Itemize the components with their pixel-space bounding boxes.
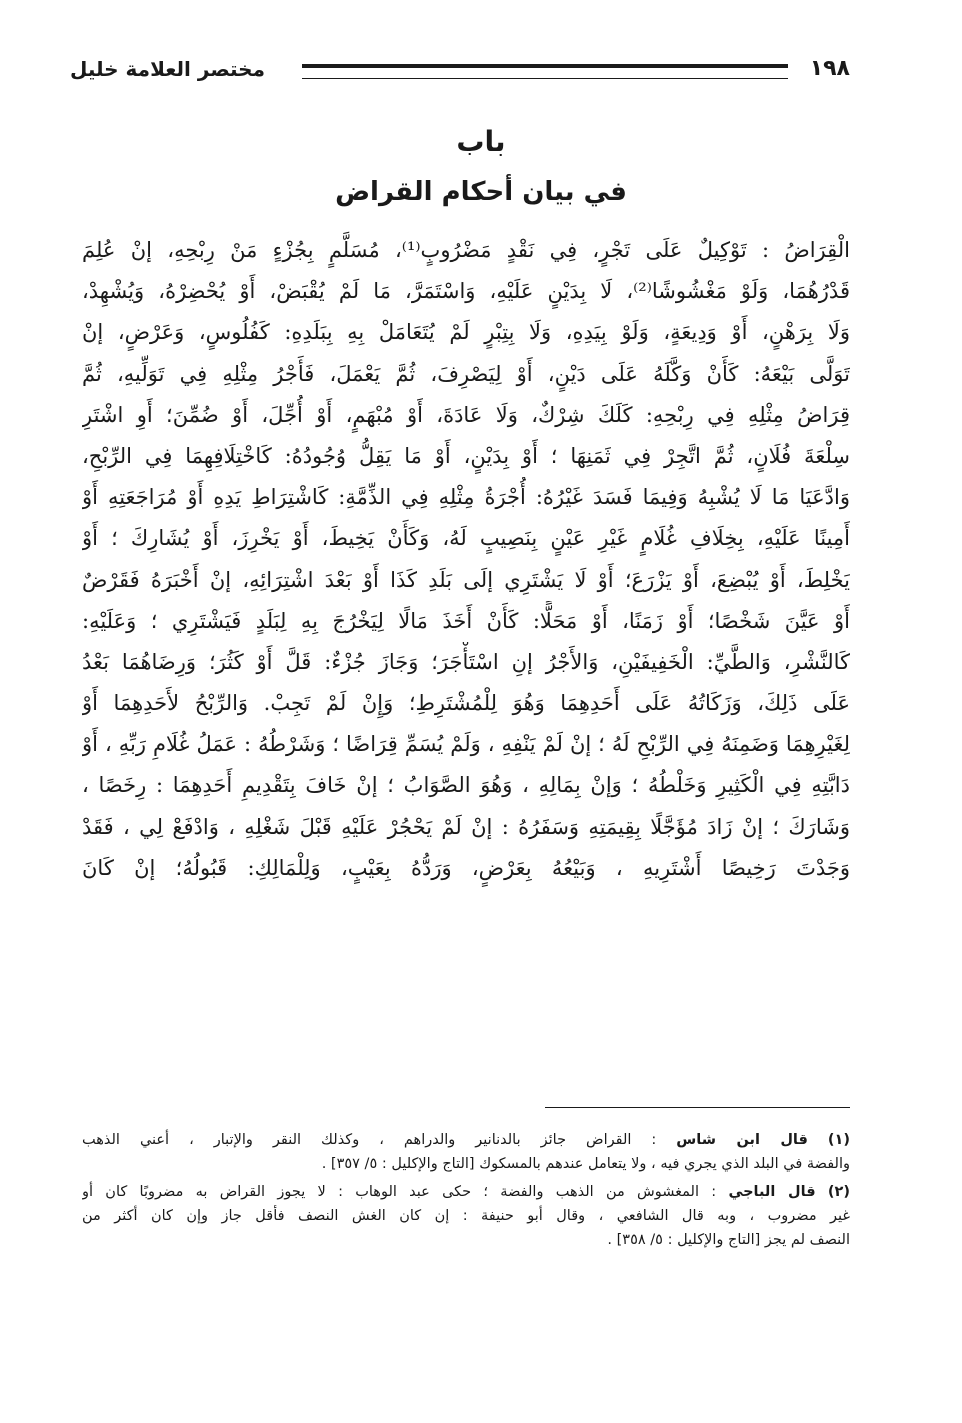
footnote-text: : القراض جائز بالدنانير والدراهم ، وكذلك النقر والإتبار ، أعني الذهب xyxy=(82,1132,657,1148)
footnote-line xyxy=(82,1128,850,1152)
text-line: وَشَارَكَ ؛ إنْ زَادَ مُؤَجَّلًا بِقِيمَتِهِ وَسَفَرُهُ : إنْ لَمْ يَحْجُرْ عَلَيْهِ قَبْلَ شَغْلِهِ ، وَادْفَعْ لِي ، فَقَدْ xyxy=(82,814,850,839)
text-line: أَمِينًا عَلَيْهِ، بِخِلَافِ غُلَامٍ غَيْرِ عَيْنٍ بِنَصِيبٍ لَهُ، وَكَأَنْ يَخِيطَ، أَوْ يَخْرِزَ، أَوْ يُشَارِكَ ؛ أَوْ xyxy=(82,526,850,551)
chapter-heading: باب xyxy=(456,125,506,158)
footnote-marker: (٢) xyxy=(827,1184,850,1200)
text-line: عَلَى ذَلِكَ، وَزَكَاتُهُ عَلَى أَحَدِهِمَا وَهُوَ لِلْمُشْتَرِطِ؛ وَإِنْ لَمْ تَجِبْ. وَالرِّبْحُ لأَحَدِهِمَا أَوْ xyxy=(82,691,850,716)
text-line: أَوْ عَيَّنَ شَخْصًا؛ أَوْ زَمَنًا، أَوْ مَحَلًّا: كَأَنْ أَخَذَ مَالًا لِيَخْرُجَ بِهِ لِبَلَدٍ فَيَشْتَرِي ؛ وَعَلَيْهِ: xyxy=(82,608,850,633)
text-line: سِلْعَةَ فُلَانٍ، ثُمَّ اتَّجِرْ فِي ثَمَنِهَا ؛ أَوْ بِدَيْنٍ، أَوْ مَا يَقِلُّ وُجُودُهُ: كَاخْتِلَافِهِمَا فِي الرِّبْحِ، xyxy=(82,443,850,468)
footnote-attribution: قال الباجي xyxy=(728,1184,816,1200)
running-title: مختصر العلامة خليل xyxy=(70,57,265,81)
text-line: دَابَّتِهِ فِي الْكَثِيرِ وَخَلْطُهُ ؛ وَإنْ بِمَالِهِ ، وَهُوَ الصَّوَابُ ؛ إنْ خَافَ بِتَقْدِيمِ أَحَدِهِمَا : رِخَصًا ، xyxy=(82,773,850,798)
section-heading: في بيان أحكام القراض xyxy=(335,177,627,207)
footnotes xyxy=(82,1128,850,1256)
page-number: ١٩٨ xyxy=(809,56,850,81)
text-line: تَوَلَّى بَيْعَهُ: كَأَنْ وَكَّلَهُ عَلَى دَيْنٍ، أَوْ لِيَصْرِفَ، ثُمَّ يَعْمَلَ، فَأَجْرُ مِثْلِهِ فِي تَوَلِّيهِ، ثُمَّ xyxy=(82,361,850,386)
footnote-separator xyxy=(545,1107,850,1108)
footnote-line xyxy=(82,1180,850,1204)
footnote-attribution: قال ابن شاس xyxy=(676,1132,808,1148)
footnote-marker: (١) xyxy=(827,1132,850,1148)
footnote-line: والفضة في البلد الذي يجري فيه ، ولا يتعامل عندهم بالمسكوك [التاج والإكليل : ٥/ ٣٥٧] . xyxy=(321,1156,850,1172)
header-rule xyxy=(302,64,788,79)
footnote-1 xyxy=(82,1128,850,1176)
text-line: يَخْلِطَ، أَوْ يُبْضِعَ، أَوْ يَزْرَعَ؛ أَوْ لَا يَشْتَرِي إلَى بَلَدِ كَذَا أَوْ بَعْدَ اشْتِرَائِهِ، إنْ أَخْبَرَهُ فَقَرْضٌ xyxy=(82,567,850,592)
footnote-line: النصف لم يجز [التاج والإكليل : ٥/ ٣٥٨] . xyxy=(607,1232,850,1248)
running-header xyxy=(70,52,850,92)
text-line: قَدْرُهُمَا، وَلَوْ مَغْشُوشًا⁽²⁾، لَا بِدَيْنٍ عَلَيْهِ، وَاسْتَمَرَّ، مَا لَمْ يُقْبَضْ، أَوْ يُحْضِرْهُ، وَيُشْهِدْ، xyxy=(82,279,850,304)
text-line: وَجَدْتَ رَخِيصًا أَشْتَرِيهِ ، وَبَيْعُهُ بِعَرْضٍ، وَرَدُّهُ بِعَيْبٍ، وَلِلْمَالِكِ: قَبُولُهُ؛ إنْ كَانَ xyxy=(82,855,850,880)
text-line: الْقِرَاضُ : تَوْكِيلٌ عَلَى تَجْرٍ، فِي نَقْدٍ مَضْرُوبٍ⁽¹⁾، مُسَلَّمٍ بِجُزْءٍ مَنْ رِبْحِهِ، إنْ عُلِمَ xyxy=(82,238,850,262)
text-line: وَلَا بِرَهْنٍ، أَوْ وَدِيعَةٍ، وَلَوْ بِيَدِهِ، وَلَا بِتِبْرٍ لَمْ يُتَعَامَلْ بِهِ بِبَلَدِهِ: كَفُلُوسٍ، وَعَرْضٍ، إنْ xyxy=(82,320,850,345)
footnote-2 xyxy=(82,1180,850,1252)
text-line: كَالنَّشْرِ، وَالطَّيِّ: الْخَفِيفَيْنِ، وَالأَجْرُ إنِ اسْتَأْجَرَ؛ وَجَازَ جُزْءٌ: قَلَّ أَوْ كَثُرَ؛ وَرِضَاهُمَا بَعْدُ xyxy=(82,649,850,674)
main-text xyxy=(82,230,850,889)
footnote-line: غير مضروب ، وبه قال الشافعي ، وقال أبو حنيفة : إن كان الغش النصف فأقل جاز وإن كان أكثر من xyxy=(82,1208,850,1224)
footnote-text: : المغشوش من الذهب والفضة ؛ حكى عبد الوهاب : لا يجوز القراض به مضروبًا كان أو xyxy=(82,1184,717,1200)
text-line: لِغَيْرِهِمَا وَضَمِنَهُ فِي الرِّبْحِ لَهُ ؛ إنْ لَمْ يَنْفِهِ ، وَلَمْ يُسَمِّ قِرَاضًا ؛ وَشَرْطُهُ : عَمَلُ غُلَامِ رَبِّهِ ، أَوْ xyxy=(82,732,850,757)
text-line: وَادَّعَيَا مَا لَا يُشْبِهُ وَفِيمَا فَسَدَ غَيْرُهُ: أُجْرَةُ مِثْلِهِ فِي الذِّمَّةِ: كَاشْتِرَاطِ يَدِهِ أَوْ مُرَاجَعَتِهِ أَوْ xyxy=(82,485,850,510)
text-line: قِرَاضُ مِثْلِهِ فِي رِبْحِهِ: كَلَكَ شِرْكٌ، وَلَا عَادَةَ، أَوْ مُبْهَمٍ، أَوْ أُجِّلَ، أَوْ ضُمِّنَ؛ أَوِ اشْتَرِ xyxy=(82,402,850,427)
